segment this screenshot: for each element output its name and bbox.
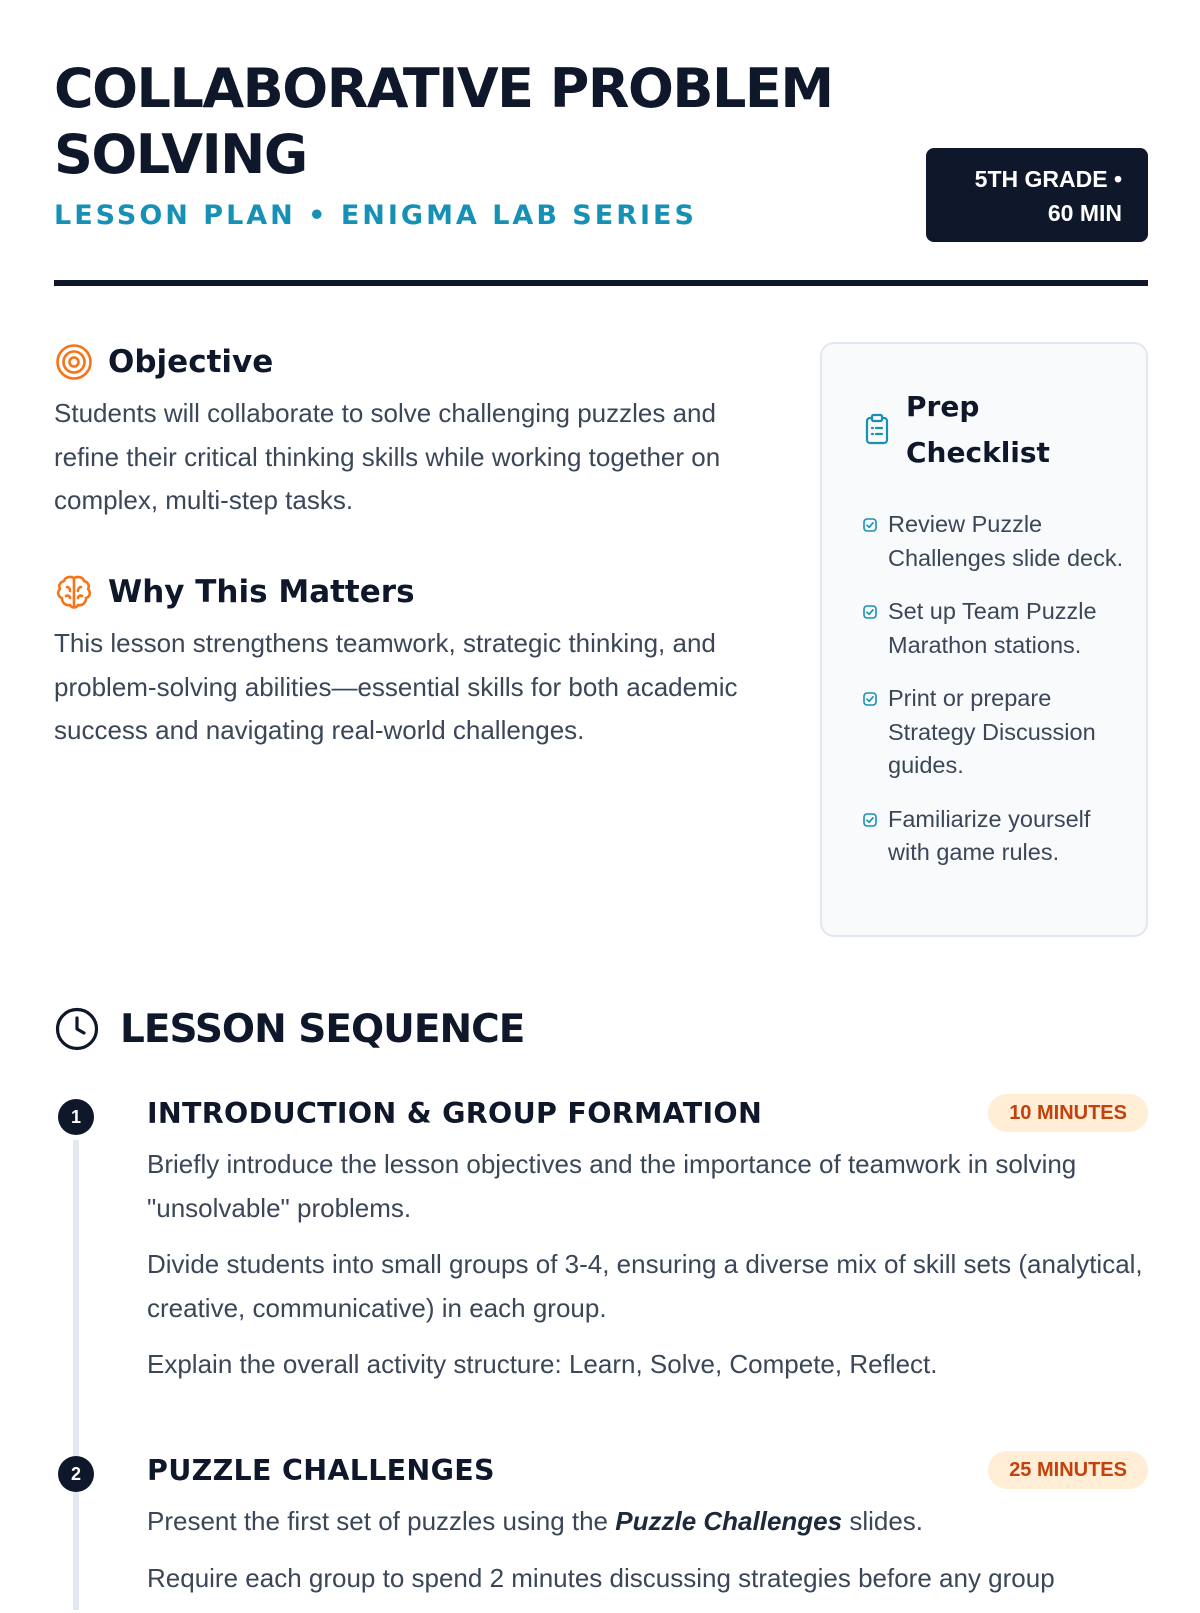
clock-icon (54, 1006, 100, 1052)
checklist-item-label: Review Puzzle Challenges slide deck. (888, 511, 1124, 571)
checkbox-icon (862, 691, 878, 707)
why-heading-row (54, 572, 415, 612)
checklist-item (862, 803, 1132, 870)
step-title: PUZZLE CHALLENGES (147, 1454, 495, 1487)
duration-badge: 10 MINUTES (988, 1094, 1148, 1132)
objective-heading: Objective (108, 344, 274, 380)
checklist-item (862, 508, 1132, 575)
prep-checklist (862, 508, 1132, 890)
step-number: 1 (58, 1099, 94, 1135)
objective-text: Students will collaborate to solve challenging puzzles and refine their critical thinking skills while working together on complex, multi-step tasks. (54, 398, 721, 515)
step-number: 2 (58, 1456, 94, 1492)
lesson-plan-page (54, 0, 1148, 1593)
page-title: COLLABORATIVE PROBLEM SOLVING (54, 57, 833, 186)
step-paragraph-text: Present the first set of puzzles using the (147, 1506, 616, 1536)
page-subtitle: LESSON PLAN • ENIGMA LAB SERIES (54, 200, 697, 231)
why-heading: Why This Matters (108, 574, 415, 610)
slide-deck-name: Puzzle Challenges (615, 1506, 843, 1536)
prep-checklist-card (820, 342, 1148, 937)
grade-duration-badge (926, 148, 1148, 242)
target-icon (54, 342, 94, 382)
badge-duration: 60 MIN (1047, 200, 1122, 226)
checklist-item-label: Set up Team Puzzle Marathon stations. (888, 598, 1097, 658)
header-divider (54, 280, 1148, 286)
checkbox-icon (862, 812, 878, 828)
lesson-sequence-heading: LESSON SEQUENCE (120, 1006, 525, 1052)
checklist-item (862, 682, 1132, 783)
prep-heading-row (864, 384, 1086, 476)
checkbox-icon (862, 517, 878, 533)
clipboard-icon (864, 413, 892, 447)
prep-heading: Prep Checklist (906, 390, 1050, 469)
step-paragraph: Require each group to spend 2 minutes discussing strategies before any group (147, 1562, 1055, 1593)
step-paragraph (147, 1500, 1147, 1544)
header (54, 0, 1148, 288)
step-paragraph: Divide students into small groups of 3-4, ensuring a diverse mix of skill sets (analytical, creative, communicative) in each group. (147, 1249, 1143, 1323)
checklist-item-label: Familiarize yourself with game rules. (888, 805, 1091, 865)
lesson-sequence-heading-row (54, 1006, 524, 1052)
checkbox-icon (862, 604, 878, 620)
duration-badge: 25 MINUTES (988, 1451, 1148, 1489)
step-title: INTRODUCTION & GROUP FORMATION (147, 1097, 763, 1130)
why-text: This lesson strengthens teamwork, strategic thinking, and problem-solving abilities—essential skills for both academic success and navigating real-world challenges. (54, 628, 738, 745)
badge-grade: 5TH GRADE • (974, 166, 1122, 192)
step-paragraph: Explain the overall activity structure: Learn, Solve, Compete, Reflect. (147, 1349, 938, 1379)
step-paragraph-text: slides. (842, 1506, 924, 1536)
step-paragraph: Briefly introduce the lesson objectives and the importance of teamwork in solving "unsolvable" problems. (147, 1149, 1077, 1223)
objective-heading-row (54, 342, 273, 382)
step-body (147, 1500, 1147, 1613)
checklist-item-label: Print or prepare Strategy Discussion guides. (888, 685, 1096, 778)
checklist-item (862, 595, 1132, 662)
timeline-line (73, 1140, 79, 1610)
step-body (147, 1143, 1147, 1400)
brain-icon (54, 572, 94, 612)
